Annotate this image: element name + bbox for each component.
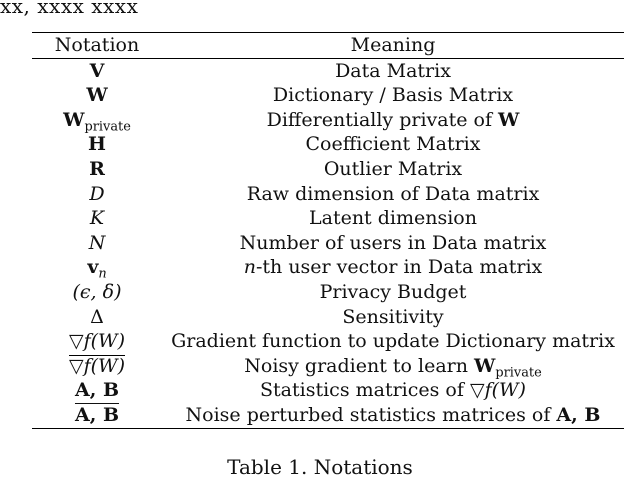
meaning-cell xyxy=(162,108,624,133)
notation-symbol: V xyxy=(89,59,105,82)
meaning-cell: Number of users in Data matrix xyxy=(239,231,547,254)
notation-symbol: Δ xyxy=(90,305,104,328)
notation-cell xyxy=(32,182,162,207)
meaning-cell: Gradient function to update Dictionary matrix xyxy=(171,330,615,353)
notation-cell xyxy=(32,305,162,330)
notation-symbol: A, B xyxy=(74,403,120,426)
notation-symbol: (ϵ, δ) xyxy=(72,280,122,303)
meaning-cell xyxy=(162,354,624,379)
meaning-cell: Coefficient Matrix xyxy=(305,133,481,156)
table-row xyxy=(32,108,624,133)
table-row xyxy=(32,206,624,231)
meaning-text: Noisy gradient to learn xyxy=(244,354,468,377)
header-meaning: Meaning xyxy=(350,34,436,56)
table-row xyxy=(32,255,624,280)
meaning-symbol: W xyxy=(498,108,520,131)
meaning-cell: Data Matrix xyxy=(335,59,451,82)
notation-cell xyxy=(32,83,162,108)
meaning-cell xyxy=(162,255,624,280)
table-row xyxy=(32,182,624,207)
table-header-row xyxy=(32,33,624,59)
meaning-symbol: n xyxy=(243,256,256,279)
notation-symbol: A, B xyxy=(74,379,120,402)
page-header-fragment: xx, xxxx xxxx xyxy=(0,0,139,18)
table-row xyxy=(32,280,624,305)
meaning-symbol: ▽f(W) xyxy=(469,379,526,402)
table-row xyxy=(32,403,624,428)
table-row xyxy=(32,132,624,157)
notation-symbol: H xyxy=(88,133,106,156)
table-row xyxy=(32,58,624,83)
meaning-cell: Outlier Matrix xyxy=(323,157,463,180)
notation-table xyxy=(32,32,624,429)
notation-cell xyxy=(32,132,162,157)
table-row xyxy=(32,329,624,354)
table-caption: Table 1. Notations xyxy=(227,455,413,479)
notation-cell xyxy=(32,403,162,428)
meaning-cell: Sensitivity xyxy=(342,305,444,328)
meaning-cell xyxy=(162,378,624,403)
notation-symbol: D xyxy=(89,182,105,205)
notation-subscript: n xyxy=(98,266,107,282)
notation-symbol: W xyxy=(86,84,108,107)
table-row xyxy=(32,378,624,403)
notation-cell xyxy=(32,58,162,83)
meaning-text: Statistics matrices of xyxy=(260,379,464,402)
meaning-cell: Latent dimension xyxy=(309,207,477,230)
meaning-cell: Dictionary / Basis Matrix xyxy=(272,84,514,107)
notation-symbol: v xyxy=(87,256,99,279)
table-row xyxy=(32,83,624,108)
notation-cell xyxy=(32,206,162,231)
meaning-cell xyxy=(162,403,624,428)
notation-cell xyxy=(32,108,162,133)
header-notation: Notation xyxy=(54,34,140,56)
notation-symbol: ▽f(W) xyxy=(69,354,125,377)
notation-cell xyxy=(32,255,162,280)
notation-symbol: K xyxy=(89,207,105,230)
notation-cell xyxy=(32,157,162,182)
notation-symbol: W xyxy=(63,108,85,131)
notation-cell xyxy=(32,378,162,403)
meaning-text: Noise perturbed statistics matrices of xyxy=(185,403,551,426)
notation-cell xyxy=(32,354,162,379)
meaning-symbol: W xyxy=(474,354,496,377)
meaning-text: -th user vector in Data matrix xyxy=(255,256,543,279)
notation-cell xyxy=(32,280,162,305)
notation-symbol: R xyxy=(89,157,105,180)
notation-symbol: ▽f(W) xyxy=(69,330,125,353)
notation-symbol: N xyxy=(88,231,106,254)
table-row xyxy=(32,231,624,256)
table-row xyxy=(32,354,624,379)
table-row xyxy=(32,157,624,182)
meaning-cell: Raw dimension of Data matrix xyxy=(246,182,540,205)
meaning-text: Differentially private of xyxy=(266,108,492,131)
meaning-subscript: private xyxy=(495,365,542,381)
notation-cell xyxy=(32,231,162,256)
meaning-cell: Privacy Budget xyxy=(319,280,467,303)
table-row xyxy=(32,305,624,330)
notation-subscript: private xyxy=(84,119,131,135)
notation-cell xyxy=(32,329,162,354)
meaning-symbol: A, B xyxy=(556,403,601,426)
